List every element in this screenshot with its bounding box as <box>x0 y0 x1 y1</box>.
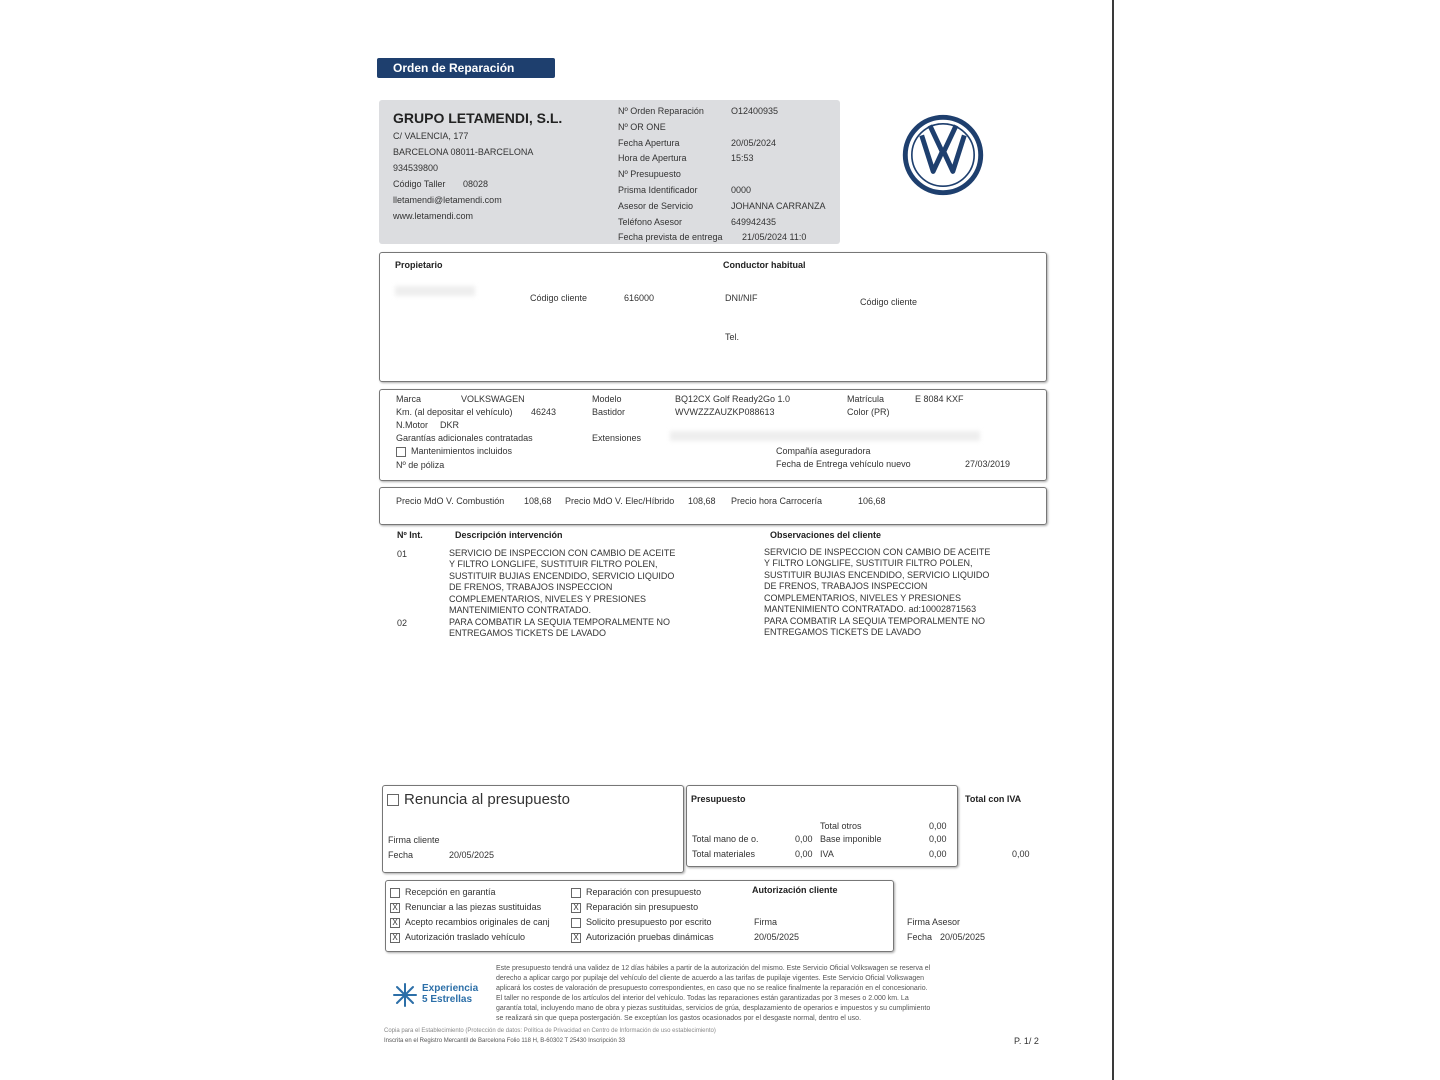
auth-checkbox[interactable] <box>571 888 581 898</box>
auth-checkbox[interactable]: X <box>571 933 581 943</box>
order-info-label: Teléfono Asesor <box>618 216 683 227</box>
color-label: Color (PR) <box>847 407 890 417</box>
intervention-desc-line: COMPLEMENTARIOS, NIVELES Y PRESIONES <box>449 594 647 604</box>
observation-line: ENTREGAMOS TICKETS DE LAVADO <box>764 627 922 637</box>
observation-line: SUSTITUIR BUJIAS ENCENDIDO, SERVICIO LIQUIDO <box>764 570 990 580</box>
auth-checkbox[interactable]: X <box>390 933 400 943</box>
registry-line: Inscrita en el Registro Mercantil de Barcelona Folio 118 H, B-60302 T 25430 Inscripción 33 <box>384 1038 626 1044</box>
chassis-value: WVWZZZAUZKP088613 <box>675 407 775 417</box>
budget-waiver-checkbox[interactable] <box>387 794 399 806</box>
order-info-value: JOHANNA CARRANZA <box>731 200 826 211</box>
labor-total: 0,00 <box>795 834 813 844</box>
brand-label: Marca <box>396 394 422 404</box>
order-info-label: Hora de Apertura <box>618 153 687 164</box>
total-vat-label: Total con IVA <box>965 794 1022 804</box>
plate-label: Matrícula <box>847 394 885 404</box>
engine-value: DKR <box>440 420 460 430</box>
auth-option-row <box>390 932 525 943</box>
tax-base: 0,00 <box>929 834 947 844</box>
registry-line: Copia para el Establecimiento (Protección de datos: Política de Privacidad en Centro de Información de uso establecimiento) <box>384 1028 716 1034</box>
auth-option-row <box>571 902 698 913</box>
company-name: GRUPO LETAMENDI, S.L. <box>393 110 563 126</box>
order-info-label: Fecha Apertura <box>618 137 680 148</box>
prices-box <box>379 487 1047 525</box>
budget-waiver-row <box>387 791 570 808</box>
auth-option-row <box>571 917 712 928</box>
materials-total-label: Total materiales <box>692 849 756 859</box>
order-info-value: 21/05/2024 11:0 <box>742 232 807 243</box>
dni-label: DNI/NIF <box>725 293 758 303</box>
auth-option-row <box>571 932 714 943</box>
electric-price: 108,68 <box>688 496 716 506</box>
redacted-extensions <box>670 431 980 441</box>
client-code: 616000 <box>624 293 655 303</box>
intervention-no: 02 <box>397 618 408 628</box>
model-label: Modelo <box>592 394 622 404</box>
order-info-label: Nº Orden Reparación <box>618 106 704 116</box>
legal-line: aplicará los costes de valoración de presupuesto correspondientes, en caso que no se realice finalmente la reparación en el concesionario. <box>496 985 928 992</box>
col-intervention-description: Descripción intervención <box>455 530 563 540</box>
company-city: BARCELONA 08011-BARCELONA <box>393 147 534 157</box>
owner-label: Propietario <box>395 260 443 270</box>
workshop-code: 08028 <box>463 179 489 189</box>
auth-option-label: Reparación con presupuesto <box>586 887 702 897</box>
col-client-observations: Observaciones del cliente <box>770 530 882 540</box>
order-info-label: Asesor de Servicio <box>618 200 694 211</box>
auth-title: Autorización cliente <box>752 885 838 895</box>
chassis-label: Bastidor <box>592 407 626 417</box>
intervention-desc-line: SERVICIO DE INSPECCION CON CAMBIO DE ACEITE <box>449 548 676 558</box>
auth-option-label: Renunciar a las piezas sustituidas <box>405 902 542 912</box>
engine-label: N.Motor <box>396 420 429 430</box>
observation-line: DE FRENOS, TRABAJOS INSPECCION <box>764 581 928 591</box>
legal-line: derecho a aplicar cargo por pupilaje del vehículo del cliente de acuerdo a las tarifas de pupilaje vigentes. Este Servicio Oficial Volkswagen <box>496 975 925 982</box>
intervention-desc-line: MANTENIMIENTO CONTRATADO. <box>449 605 592 615</box>
auth-checkbox[interactable] <box>390 888 400 898</box>
auth-sign-date: 20/05/2025 <box>754 932 800 942</box>
order-info-value: 20/05/2024 <box>731 137 777 148</box>
five-stars-brand <box>422 983 478 1005</box>
observation-line: SERVICIO DE INSPECCION CON CAMBIO DE ACEITE <box>764 547 991 557</box>
page-number: P. 1/ 2 <box>1014 1036 1039 1046</box>
maintenance-checkbox[interactable] <box>396 447 406 457</box>
insurer-label: Compañía aseguradora <box>776 446 871 456</box>
combustion-price: 108,68 <box>524 496 552 506</box>
order-info-label: Nº OR ONE <box>618 121 666 132</box>
other-total: 0,00 <box>929 821 947 831</box>
auth-option-label: Acepto recambios originales de canj <box>405 917 550 927</box>
model-value: BQ12CX Golf Ready2Go 1.0 <box>675 394 791 404</box>
waiver-date-label: Fecha <box>388 850 414 860</box>
other-total-label: Total otros <box>820 821 862 831</box>
order-info-value: 15:53 <box>731 153 754 164</box>
maintenance-row <box>396 446 512 457</box>
company-web: www.letamendi.com <box>393 211 474 221</box>
auth-option-row <box>390 902 541 913</box>
delivery-label: Fecha de Entrega vehículo nuevo <box>776 459 911 469</box>
labor-total-label: Total mano de o. <box>692 834 759 844</box>
vat: 0,00 <box>929 849 947 859</box>
driver-label: Conductor habitual <box>723 260 806 270</box>
warranty-label: Garantías adicionales contratadas <box>396 433 533 443</box>
advisor-sign-label: Firma Asesor <box>907 917 961 927</box>
legal-line: El taller no responde de los artículos del interior del vehículo. Todas las reparaciones están garantizadas por 3 meses o 2.000 km. La <box>496 995 909 1002</box>
policy-label: Nº de póliza <box>396 460 445 470</box>
client-code-label: Código cliente <box>530 293 588 303</box>
tax-base-label: Base imponible <box>820 834 882 844</box>
client-sign-label: Firma cliente <box>388 835 440 845</box>
body-price-label: Precio hora Carrocería <box>731 496 823 506</box>
auth-option-row <box>390 917 550 928</box>
auth-sign-label: Firma <box>754 917 777 927</box>
redacted-owner-name <box>395 286 475 296</box>
delivery-date: 27/03/2019 <box>965 459 1011 469</box>
intervention-no: 01 <box>397 549 408 559</box>
vat-label: IVA <box>820 849 834 859</box>
auth-option-label: Recepción en garantía <box>405 887 496 897</box>
document-title: Orden de Reparación <box>377 58 555 78</box>
km-value: 46243 <box>531 407 557 417</box>
body-price: 106,68 <box>858 496 886 506</box>
observation-line: PARA COMBATIR LA SEQUIA TEMPORALMENTE NO <box>764 616 986 626</box>
auth-checkbox[interactable]: X <box>390 903 400 913</box>
tel-label: Tel. <box>725 332 740 342</box>
auth-option-label: Autorización traslado vehículo <box>405 932 526 942</box>
km-label: Km. (al depositar el vehículo) <box>396 407 513 417</box>
order-info-value: 649942435 <box>731 216 777 227</box>
brand-line: Experiencia <box>422 983 479 994</box>
legal-line: se realizará sin que quepa postergación. Se exceptúan los gastos ocasionados por el desgaste normal, dentro el uso. <box>496 1015 862 1022</box>
auth-option-label: Reparación sin presupuesto <box>586 902 699 912</box>
auth-option-label: Autorización pruebas dinámicas <box>586 932 714 942</box>
waiver-date: 20/05/2025 <box>449 850 495 860</box>
budget-waiver-label: Renuncia al presupuesto <box>404 791 570 808</box>
observation-line: MANTENIMIENTO CONTRATADO. ad:10002871563 <box>764 604 977 614</box>
intervention-desc-line: Y FILTRO LONGLIFE, SUSTITUIR FILTRO POLEN, <box>449 559 658 569</box>
brand-line: 5 Estrellas <box>422 994 473 1005</box>
order-info-label: Fecha prevista de entrega <box>618 232 723 243</box>
legal-line: Este presupuesto tendrá una validez de 12 días hábiles a partir de la autorización del mismo. Este Servicio Oficial Volkswagen se reserva el <box>496 965 931 972</box>
order-info-value: O12400935 <box>731 106 779 116</box>
auth-checkbox[interactable]: X <box>571 903 581 913</box>
col-intervention-no: Nº Int. <box>397 530 423 540</box>
page-edge-divider <box>1112 0 1114 1080</box>
combustion-price-label: Precio MdO V. Combustión <box>396 496 505 506</box>
observation-line: Y FILTRO LONGLIFE, SUSTITUIR FILTRO POLEN, <box>764 558 973 568</box>
auth-checkbox[interactable] <box>571 918 581 928</box>
maintenance-label: Mantenimientos incluidos <box>411 446 513 456</box>
advisor-date: 20/05/2025 <box>940 932 986 942</box>
intervention-desc-line: ENTREGAMOS TICKETS DE LAVADO <box>449 628 607 638</box>
owner-box <box>379 252 1047 382</box>
intervention-desc-line: PARA COMBATIR LA SEQUIA TEMPORALMENTE NO <box>449 617 671 627</box>
company-phone: 934539800 <box>393 163 439 173</box>
electric-price-label: Precio MdO V. Elec/Híbrido <box>565 496 675 506</box>
workshop-code-label: Código Taller <box>393 179 446 189</box>
legal-line: garantía total, incluyendo mano de obra y piezas sustituidas, servicios de grúa, desplazamiento de operarios e impuestos y su cumplimiento <box>496 1005 931 1012</box>
order-info-value: 0000 <box>731 185 752 195</box>
auth-option-row <box>571 887 701 898</box>
company-address: C/ VALENCIA, 177 <box>393 131 469 141</box>
auth-checkbox[interactable]: X <box>390 918 400 928</box>
observation-line: COMPLEMENTARIOS, NIVELES Y PRESIONES <box>764 593 962 603</box>
auth-option-row <box>390 887 496 898</box>
five-stars-logo-icon <box>392 982 418 1008</box>
order-info-label: Prisma Identificador <box>618 185 698 195</box>
brand-value: VOLKSWAGEN <box>461 394 525 404</box>
advisor-date-label: Fecha <box>907 932 933 942</box>
total-vat: 0,00 <box>1012 849 1030 859</box>
auth-option-label: Solicito presupuesto por escrito <box>586 917 712 927</box>
plate-value: E 8084 KXF <box>915 394 964 404</box>
driver-code-label: Código cliente <box>860 297 918 307</box>
order-info-label: Nº Presupuesto <box>618 169 681 180</box>
intervention-desc-line: DE FRENOS, TRABAJOS INSPECCION <box>449 582 613 592</box>
volkswagen-logo-icon <box>902 114 984 196</box>
budget-label: Presupuesto <box>691 794 746 804</box>
company-email: lletamendi@letamendi.com <box>393 195 502 205</box>
materials-total: 0,00 <box>795 849 813 859</box>
extensions-label: Extensiones <box>592 433 642 443</box>
intervention-desc-line: SUSTITUIR BUJIAS ENCENDIDO, SERVICIO LIQUIDO <box>449 571 675 581</box>
